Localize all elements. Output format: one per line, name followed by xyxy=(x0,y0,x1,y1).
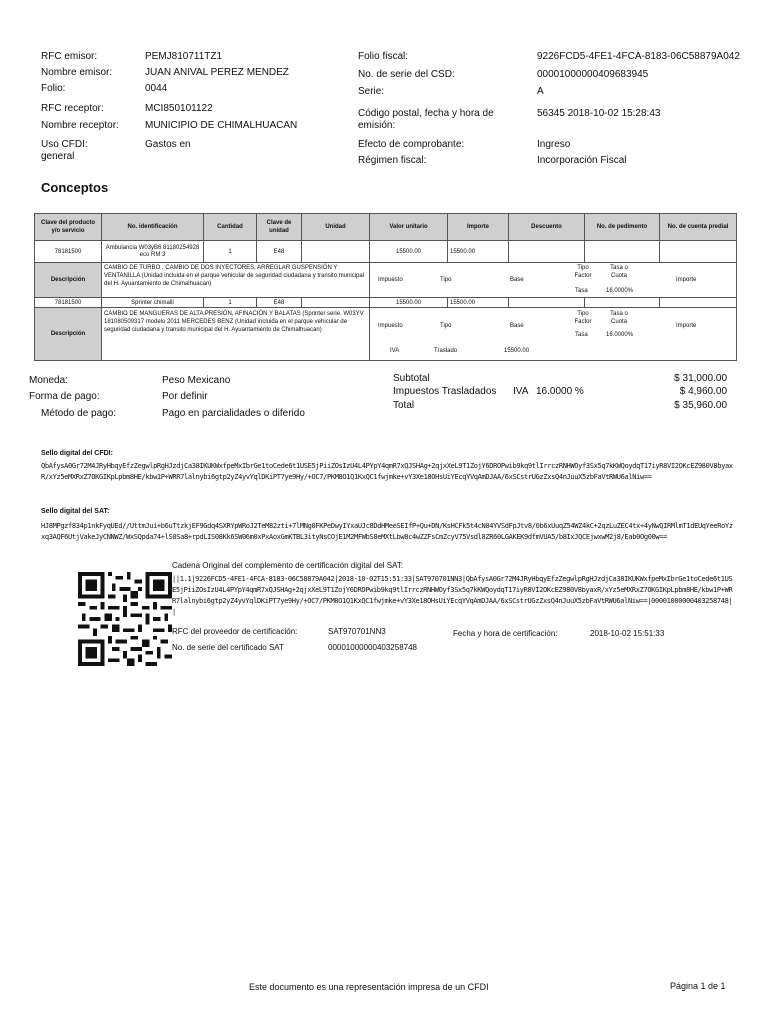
nombre-receptor-value: MUNICIPIO DE CHIMALHUACAN xyxy=(145,120,298,131)
moneda-label: Moneda: xyxy=(29,375,68,386)
folio-fiscal-value: 9226FCD5-4FE1-4FCA-8183-06C58879A042 xyxy=(537,51,740,62)
cell-predial xyxy=(660,298,737,308)
serie-value: A xyxy=(537,86,544,97)
tax-importe-label: Importe xyxy=(676,277,697,283)
footer-text: Este documento es una representación impresa de un CFDI xyxy=(249,982,489,992)
tax-tipo-label: Tipo xyxy=(440,323,452,329)
total-value: $ 35,960.00 xyxy=(674,400,727,411)
descripcion-label: Descripción xyxy=(35,263,102,298)
tax-base-label: Base xyxy=(510,277,524,283)
th-clave: Clave del producto y/o servicio xyxy=(35,214,102,241)
tax-factor-value: Tasa xyxy=(575,332,588,338)
cell-identificacion: Ambulancia W03yB6 81180254928 eco RM 3 xyxy=(102,241,204,263)
cell-descuento xyxy=(509,298,585,308)
folio-fiscal-label: Folio fiscal: xyxy=(358,51,409,62)
serie-label: Serie: xyxy=(358,86,385,97)
rfc-receptor-value: MCI850101122 xyxy=(145,103,213,114)
tax-impuesto-label: Impuesto xyxy=(378,277,403,283)
rfc-proveedor-label: RFC del proveedor de certificación: xyxy=(172,627,298,636)
uso-cfdi-label-2: general xyxy=(41,151,75,162)
th-cantidad: Cantidad xyxy=(204,214,257,241)
conceptos-title: Conceptos xyxy=(41,180,109,195)
metodo-pago-value: Pago en parcialidades o diferido xyxy=(162,408,305,419)
th-descuento: Descuento xyxy=(509,214,585,241)
moneda-value: Peso Mexicano xyxy=(162,375,231,386)
th-unidad: Unidad xyxy=(302,214,370,241)
cell-valor: 15500.00 xyxy=(370,298,448,308)
tax-base-label: Base xyxy=(510,323,524,329)
conceptos-table xyxy=(34,213,737,361)
serie-csd-label: No. de serie del CSD: xyxy=(358,69,455,80)
descripcion-label: Descripción xyxy=(35,308,102,361)
regimen-value: Incorporación Fiscal xyxy=(537,155,627,166)
th-valor-unitario: Valor unitario xyxy=(370,214,448,241)
cell-importe: 15500.00 xyxy=(448,298,509,308)
cell-clave-unidad: E48 xyxy=(257,241,302,263)
tax-tasa-value: 16.0000% xyxy=(606,288,634,294)
tax-tasa-label: Tasa o Cuota xyxy=(610,265,628,279)
tax-tipo-value: Traslado xyxy=(434,348,458,354)
codigo-postal-label-2: emisión: xyxy=(358,120,396,131)
iva-rate: 16.0000 % xyxy=(536,386,584,397)
th-importe: Importe xyxy=(448,214,509,241)
uso-cfdi-label: Uso CFDI: xyxy=(41,139,88,150)
serie-cert-value: 00001000000403258748 xyxy=(328,643,417,652)
cell-valor: 15500.00 xyxy=(370,241,448,263)
tax-factor-label: Tipo Factor xyxy=(574,311,592,325)
forma-pago-label: Forma de pago: xyxy=(29,391,100,402)
sello-cfdi-label: Sello digital del CFDI: xyxy=(41,450,113,457)
sello-cfdi-value: QbAfysA0Gr72M4JRyHbqyEfzZegwlpRgHJzdjCa38IKUKWxfpeMxIbrGe1toCede6t1USE5jPiiZOsIzU4L4PYpY4qmR7xQJSHAg+2qjxXeL9T1ZojY6DROPwib9kq9tlIrrczRNHWOyf3Sx5q7kKWQoydqT17iyR8VI2OKcEZ980V8byaxR/xYz5eMXRxZ7OKGIKpLpbm8HE/kbw1P+WRR7lalnybi6gtp2yZ4yvYqlDKiPT7ye9Hy/+OC7/PKM8O1Q1KxQC1fwjmke+vY3Xe18OHsUiYEcqYVqAmDJAA/6xSCstrUGzZxsQ4nJuuX5zbFaVtRWU6alNiw== xyxy=(41,462,733,481)
table-row xyxy=(35,298,737,308)
cell-unidad xyxy=(302,241,370,263)
subtotal-label: Subtotal xyxy=(393,373,430,384)
impuestos-cell xyxy=(370,308,737,361)
table-row xyxy=(35,241,737,263)
cadena-value: ||1.1|9226FCD5-4FE1-4FCA-8183-06C58879A042|2018-10-02T15:51:33|SAT970701NN3|QbAfysA0Gr72M4JRyHbqyEfzZegwlpRgHJzdjCa38IKUKWxfpeMxIbrGe1toCede6t1USE5jPiiZOsIzU4L4PYpY4qmR7xQJSHAg+2qjxXeL9T1ZojY6DROPwib9kq9tlIrrczRNHWOyf3Sx5q7kKWQoydqT17iyR8VI2OKcEZ980V8byaxR/xYz5eMXRxZ7OKGIKpLpbm8HE/kbw1P+WRR7lalnybi6gtp2yZ4yvYqlDKiPT7ye9Hy/+OC7/PKM8O1Q1KxQC1fwjmke+vY3Xe18OHsUiYEcqYVqAmDJAA/6xSCstrUGzZxsQ4nJuuX5zbFaVtRWU6alNiw==|00001000000403258748|| xyxy=(172,575,733,616)
impuestos-cell xyxy=(370,263,737,298)
cell-pedimento xyxy=(585,298,660,308)
cell-predial xyxy=(660,241,737,263)
descripcion-text: CAMBIO DE TURBO , CAMBIO DE DOS INYECTORES, ARREGLAR GUSPENSIÓN Y VENTANILLA (Unidad incluida en el parque vehicular de seguridad ciudadana y transito municipal del H. Ayuantamiento de Chimalhuacan) xyxy=(102,263,370,298)
tax-impuesto-value: IVA xyxy=(390,348,400,354)
regimen-label: Régimen fiscal: xyxy=(358,155,427,166)
impuestos-value: $ 4,960.00 xyxy=(679,386,727,397)
efecto-value: Ingreso xyxy=(537,139,571,150)
rfc-emisor-value: PEMJ810711TZ1 xyxy=(145,51,223,62)
sello-sat-value: HJ8MPgzf834p1nkFyqUEd//UttmJui+b6uTtzkjEF9Gdq4SXRYpWRoJ2TeM82zti+7lMNg0FKPeDwyIYxaUJc8DdHMeeSEIfP+Qu+DN/KsHCFk5t4cN04YVSdFpJtv8/0b6xUuqZ54WZ4kC+2qzLuZEC4tx+4yNwQIRMlmT1dEUqYeeRoYzxq3AQF6UtjVakeJyCNNWZ/WxSQpda74+lS0Sa8+rpdLIS08Kk6SW06m0xPxAoxGmKTBL3ityNsCOjE1M2MFWbS8eMXtLbw8c4wZZFsCmZcyV75Vsdl8ZR60LGAKEK9dfmVUA5/b8IxJQCEjwxwM2j8/Eab0Og00w== xyxy=(41,522,733,541)
qr-code-icon xyxy=(78,572,172,666)
folio-value: 0044 xyxy=(145,83,168,94)
total-label: Total xyxy=(393,400,415,411)
nombre-emisor-label: Nombre emisor: xyxy=(41,67,113,78)
fecha-cert-label: Fecha y hora de certificación: xyxy=(453,629,558,638)
th-cuenta-predial: No. de cuenta predial xyxy=(660,214,737,241)
cell-importe: 15500.00 xyxy=(448,241,509,263)
nombre-receptor-label: Nombre receptor: xyxy=(41,120,119,131)
tax-base-value: 15500.00 xyxy=(504,348,530,354)
metodo-pago-label: Método de pago: xyxy=(41,408,117,419)
serie-csd-value: 00001000000409683945 xyxy=(537,69,649,80)
table-row-descripcion xyxy=(35,308,737,361)
tax-tipo-label: Tipo xyxy=(440,277,452,283)
tax-importe-label: Importe xyxy=(676,323,697,329)
efecto-label: Efecto de comprobante: xyxy=(358,139,465,150)
cell-clave-unidad: E48 xyxy=(257,298,302,308)
uso-cfdi-value: Gastos en xyxy=(145,139,191,150)
tax-factor-value: Tasa xyxy=(575,288,588,294)
cell-pedimento xyxy=(585,241,660,263)
subtotal-value: $ 31,000.00 xyxy=(674,373,727,384)
tax-impuesto-label: Impuesto xyxy=(378,323,403,329)
cadena-label: Cadena Original del complemento de certificación digital del SAT: xyxy=(172,561,404,570)
th-pedimento: No. de pedimento xyxy=(585,214,660,241)
iva-label: IVA xyxy=(513,386,529,397)
tax-factor-label: Tipo Factor xyxy=(574,265,592,279)
rfc-receptor-label: RFC receptor: xyxy=(41,103,104,114)
forma-pago-value: Por definir xyxy=(162,391,208,402)
rfc-emisor-label: RFC emisor: xyxy=(41,51,98,62)
table-header-row xyxy=(35,214,737,241)
folio-label: Folio: xyxy=(41,83,66,94)
tax-tasa-label: Tasa o Cuota xyxy=(610,311,628,325)
codigo-postal-value: 56345 2018-10-02 15:28:43 xyxy=(537,108,661,119)
cell-unidad xyxy=(302,298,370,308)
sello-sat-label: Sello digital del SAT: xyxy=(41,508,110,515)
fecha-cert-value: 2018-10-02 15:51:33 xyxy=(590,629,665,638)
rfc-proveedor-value: SAT970701NN3 xyxy=(328,627,386,636)
cell-descuento xyxy=(509,241,585,263)
cell-clave: 78181500 xyxy=(35,298,102,308)
cell-cantidad: 1 xyxy=(204,298,257,308)
cell-cantidad: 1 xyxy=(204,241,257,263)
codigo-postal-label: Código postal, fecha y hora de xyxy=(358,108,494,119)
tax-tasa-value: 16.0000% xyxy=(606,332,634,338)
impuestos-label: Impuestos Trasladados xyxy=(393,386,497,397)
cell-identificacion: Sprinter chimalli xyxy=(102,298,204,308)
serie-cert-label: No. de serie del certificado SAT xyxy=(172,643,284,652)
descripcion-text: CAMBIO DE MANGUERAS DE ALTA PRESIÓN, AFINACIÓN Y BALATAS (Sprinter serie. W03YV 181080509317 modelo 2011 MERCEDES BENZ (Unidad incluida en el parque vehicular de seguridad ciudadana y transito municipal del H. Ayuantamiento de Chimalhuacan) xyxy=(102,308,370,361)
nombre-emisor-value: JUAN ANIVAL PEREZ MENDEZ xyxy=(145,67,289,78)
page-number: Página 1 de 1 xyxy=(670,981,726,991)
th-clave-unidad: Clave de unidad xyxy=(257,214,302,241)
table-row-descripcion xyxy=(35,263,737,298)
cell-clave: 78181500 xyxy=(35,241,102,263)
th-identificacion: No. identificación xyxy=(102,214,204,241)
